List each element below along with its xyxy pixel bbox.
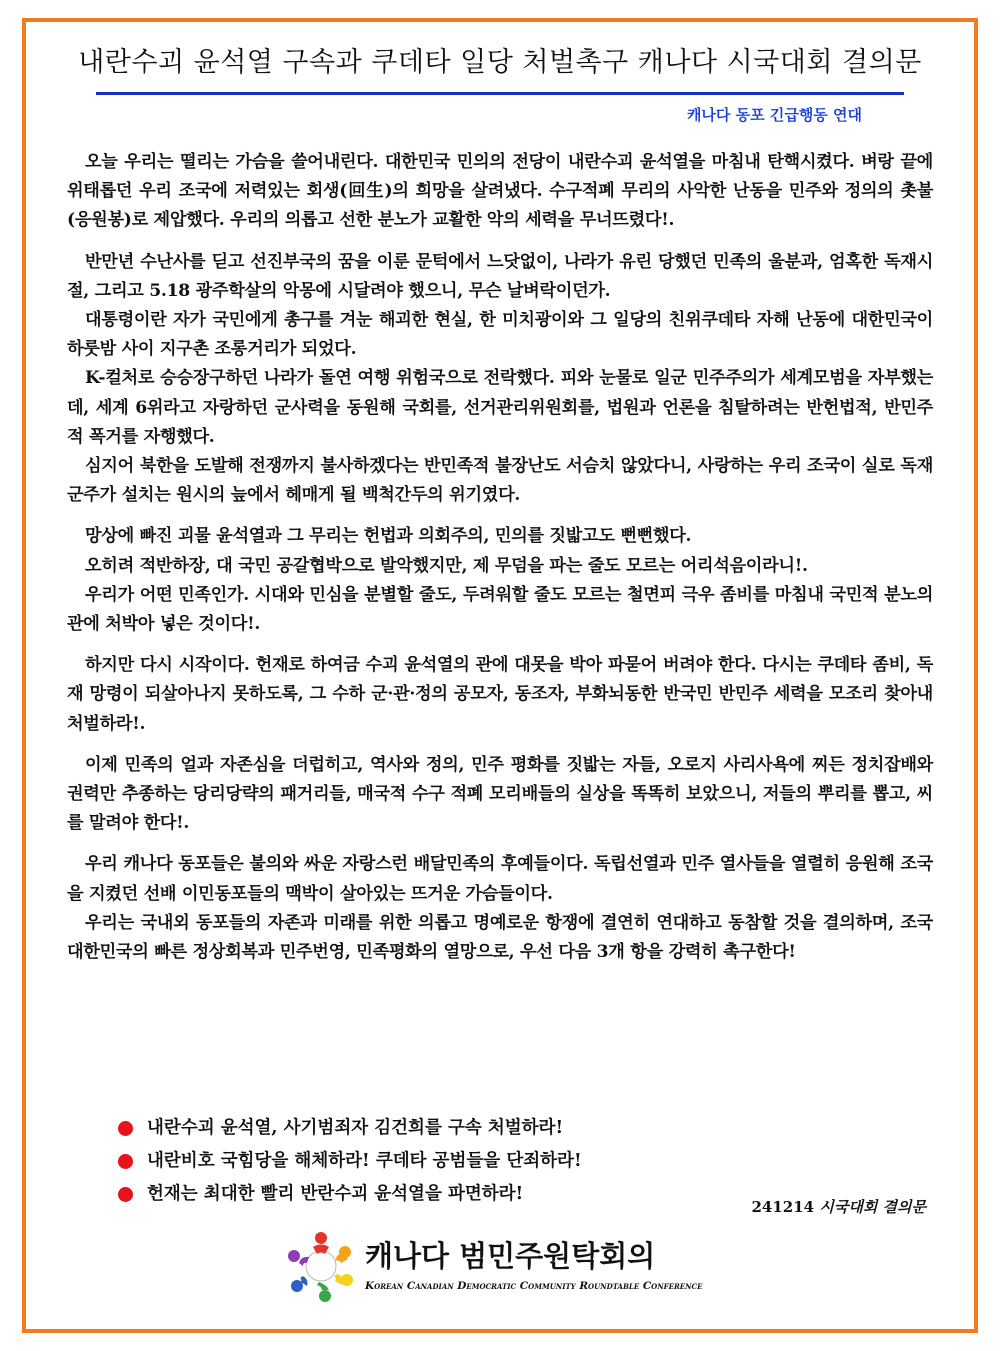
organization-english-name: Korean Canadian Democratic Community Roundtable Conference xyxy=(365,1280,703,1292)
paragraph: 망상에 빠진 괴물 윤석열과 그 무리는 헌법과 의회주의, 민의를 짓밟고도 뻔뻔했다. xyxy=(85,526,692,547)
demand-text: 내란수괴 윤석열, 사기범죄자 김건희를 구속 처벌하라! xyxy=(147,1118,564,1138)
demand-text: 내란비호 국힘당을 해체하라! 쿠데타 공범들을 단죄하라! xyxy=(147,1151,582,1171)
demand-list xyxy=(118,1112,582,1211)
signoff-date: 241214 xyxy=(751,1198,815,1216)
paragraph: 우리가 어떤 민족인가. 시대와 민심을 분별할 줄도, 두려워할 줄도 모르는 철면피 극우 좀비를 마침내 국민적 분노의 관에 처박아 넣은 것이다!. xyxy=(67,584,933,635)
paragraph: K-컬처로 승승장구하던 나라가 돌연 여행 위험국으로 전락했다. 피와 눈물로 일군 민주주의가 세계모범을 자부했는데, 세계 6위라고 자랑하던 군사력을 동원해 국회를, 선거관리위원회를, 법원과 언론을 침탈하려는 반헌법적, 반민주적 폭거를 자행했다. xyxy=(67,368,933,447)
paragraph: 반만년 수난사를 딛고 선진부국의 꿈을 이룬 문턱에서 느닷없이, 나라가 유린 당했던 민족의 울분과, 엄혹한 독재시절, 그리고 5.18 광주학살의 악몽에 시달려야 했으니, 무슨 날벼락이던가. xyxy=(67,251,933,301)
signoff-label: 시국대회 결의문 xyxy=(819,1198,926,1216)
paragraph: 우리 캐나다 동포들은 불의와 싸운 자랑스런 배달민족의 후예들이다. 독립선열과 민주 열사들을 열렬히 응원해 조국을 지켰던 선배 이민동포들의 맥박이 살아있는 뜨거운 가슴들이다. xyxy=(67,854,933,904)
paragraph: 심지어 북한을 도발해 전쟁까지 불사하겠다는 반민족적 불장난도 서슴치 않았다니, 사랑하는 우리 조국이 실로 독재군주가 설치는 원시의 늪에서 헤매게 될 백척간두의 위기였다. xyxy=(67,456,933,506)
paragraph: 오히려 적반하장, 대 국민 공갈협박으로 발악했지만, 제 무덤을 파는 줄도 모르는 어리석음이라니!. xyxy=(85,555,808,576)
paragraph: 이제 민족의 얼과 자존심을 더럽히고, 역사와 정의, 민주 평화를 짓밟는 자들, 오로지 사리사욕에 찌든 정치잡배와 권력만 추종하는 당리당략의 패거리들, 매국적 수구 적폐 모리배들의 실상을 똑똑히 보았으니, 저들의 뿌리를 뽑고, 씨를 말려야 한다!. xyxy=(67,754,933,834)
paragraph: 우리는 국내외 동포들의 자존과 미래를 위한 의롭고 명예로운 항쟁에 결연히 연대하고 동참할 것을 결의하며, 조국 대한민국의 빠른 정상회복과 민주번영, 민족평화의 열망으로, 우선 다음 3개 항을 강력히 촉구한다! xyxy=(67,912,933,963)
paragraph: 하지만 다시 시작이다. 헌재로 하여금 수괴 윤석열의 관에 대못을 박아 파묻어 버려야 한다. 다시는 쿠데타 좀비, 독재 망령이 되살아나지 못하도록, 그 수하 군·관·정의 공모자, 동조자, 부화뇌동한 반국민 반민주 세력을 모조리 찾아내 처벌하라!. xyxy=(67,655,933,734)
resolution-body xyxy=(67,148,933,967)
footer-org xyxy=(285,1226,705,1306)
signoff xyxy=(751,1196,926,1217)
demand-item xyxy=(118,1178,582,1211)
red-bullet-icon xyxy=(118,1121,133,1136)
roundtable-logo-icon xyxy=(285,1230,357,1302)
organizer-tag: 캐나다 동포 긴급행동 연대 xyxy=(686,106,862,124)
demand-item xyxy=(118,1112,582,1145)
demand-text: 헌재는 최대한 빨리 반란수괴 윤석열을 파면하라! xyxy=(147,1184,524,1204)
organization-name: 캐나다 범민주원탁회의 xyxy=(365,1239,656,1273)
title-underline xyxy=(96,92,904,95)
red-bullet-icon xyxy=(118,1187,133,1202)
demand-item xyxy=(118,1145,582,1178)
document-title: 내란수괴 윤석열 구속과 쿠데타 일당 처벌촉구 캐나다 시국대회 결의문 xyxy=(78,47,922,78)
paragraph: 오늘 우리는 떨리는 가슴을 쓸어내린다. 대한민국 민의의 전당이 내란수괴 윤석열을 마침내 탄핵시켰다. 벼랑 끝에 위태롭던 우리 조국에 저력있는 회생(回生)의 희망을 살려냈다. 수구적폐 무리의 사악한 난동을 민주와 정의의 촛불(응원봉)로 제압했다. 우리의 의롭고 선한 분노가 교활한 악의 세력을 무너뜨렸다!. xyxy=(67,152,933,231)
paragraph: 대통령이란 자가 국민에게 총구를 겨눈 해괴한 현실, 한 미치광이와 그 일당의 친위쿠데타 자해 난동에 대한민국이 하룻밤 사이 지구촌 조롱거리가 되었다. xyxy=(67,310,933,360)
red-bullet-icon xyxy=(118,1154,133,1169)
